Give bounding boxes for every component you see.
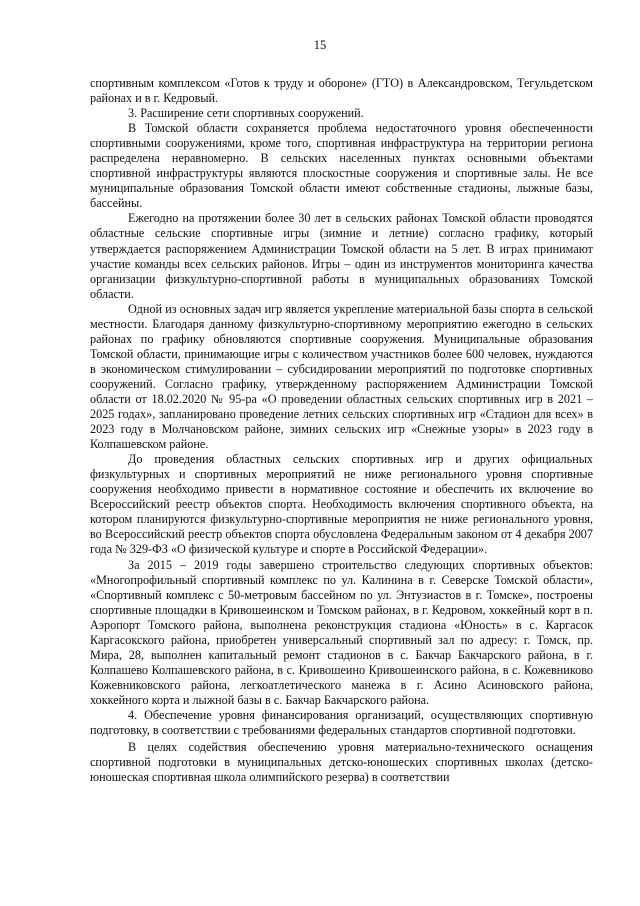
paragraph-infrastructure-problem: В Томской области сохраняется проблема недостаточного уровня обеспеченности спортивными сооружениями, кроме того, спортивная инфраструктура на территории региона распределена неравномерно. В сельских населенных пунктах основными объектами спортивной инфраструктуры являются плоскостные сооружения и спортивные залы. Не все муниципальные образования Томской области имеют собственные стадионы, лыжные базы, бассейны. bbox=[90, 121, 593, 211]
paragraph-rural-games: Ежегодно на протяжении более 30 лет в сельских районах Томской области проводятся областные сельские спортивные игры (зимние и летние) согласно графику, который утверждается распоряжением Администрации Томской области на 5 лет. В играх принимают участие команды всех сельских районов. Игры – один из инструментов мониторинга качества организации физкультурно-спортивной работы в муниципальных образованиях Томской области. bbox=[90, 211, 593, 301]
paragraph-material-support: В целях содействия обеспечению уровня материально-технического оснащения спортивной подготовки в муниципальных детско-юношеских спортивных школах (детско-юношеская спортивная школа олимпийского резерва) в соответствии bbox=[90, 740, 593, 785]
paragraph-material-base: Одной из основных задач игр является укрепление материальной базы спорта в сельской местности. Благодаря данному физкультурно-спортивному мероприятию ежегодно в сельских районах по графику обновляются спортивные сооружения. Муниципальные образования Томской области, принимающие игры с количеством участников более 600 человек, нуждаются в экономическом стимулировании – субсидировании мероприятий по подготовке спортивных сооружений. Согласно графику, утвержденному распоряжением Администрации Томской области от 18.02.2020 № 95-ра «О проведении областных сельских спортивных игр в 2021 – 2025 годах», запланировано проведение летних сельских спортивных игр «Стадион для всех» в 2023 году в Молчановском районе, зимних сельских игр «Снежные узоры» в 2023 году в Колпашевском районе. bbox=[90, 301, 593, 452]
section-heading-3: 3. Расширение сети спортивных сооружений. bbox=[128, 106, 364, 121]
page-number: 15 bbox=[313, 38, 327, 52]
document-body bbox=[90, 76, 593, 785]
section-heading-4: 4. Обеспечение уровня финансирования организаций, осуществляющих спортивную подготовку, в соответствии с требованиями федеральных стандартов спортивной подготовки. bbox=[90, 707, 593, 738]
paragraph-sports-registry: До проведения областных сельских спортивных игр и других официальных физкультурных и спортивных мероприятий не ниже регионального уровня спортивные сооружения необходимо привести в нормативное состояние и обеспечить их включение во Всероссийский реестр объектов спорта. Необходимость включения спортивного объекта, на котором планируются физкультурно-спортивные мероприятия не ниже регионального уровня, во Всероссийский реестр объектов спорта обусловлена Федеральным законом от 4 декабря 2007 года № 329-ФЗ «О физической культуре и спорте в Российской Федерации». bbox=[90, 452, 593, 557]
paragraph-completed-objects: За 2015 – 2019 годы завершено строительство следующих спортивных объектов: «Многопрофильный спортивный комплекс по ул. Калинина в г. Северске Томской области», «Спортивный комплекс с 50-метровым бассейном по ул. Энтузиастов в г. Томске», построены спортивные площадки в Кривошеинском и Томском районах, в г. Кедровом, хоккейный корт в п. Аэропорт Томского района, выполнена реконструкция стадиона «Юность» в с. Каргасок Каргасокского района, приобретен универсальный спортивный зал по адресу: г. Томск, пр. Мира, 28, выполнен капитальный ремонт стадионов в с. Бакчар Бакчарского района, в г. Колпашево Колпашевского района, в с. Кривошеино Кривошеинского района, в с. Кожевниково Кожевниковского района, легкоатлетического манежа в г. Асино Асиновского района, хоккейного корта и лыжной базы в с. Бакчар Бакчарского района. bbox=[90, 557, 593, 707]
paragraph-continuation: спортивным комплексом «Готов к труду и обороне» (ГТО) в Александровском, Тегульдетском районах и в г. Кедровый. bbox=[90, 76, 593, 106]
